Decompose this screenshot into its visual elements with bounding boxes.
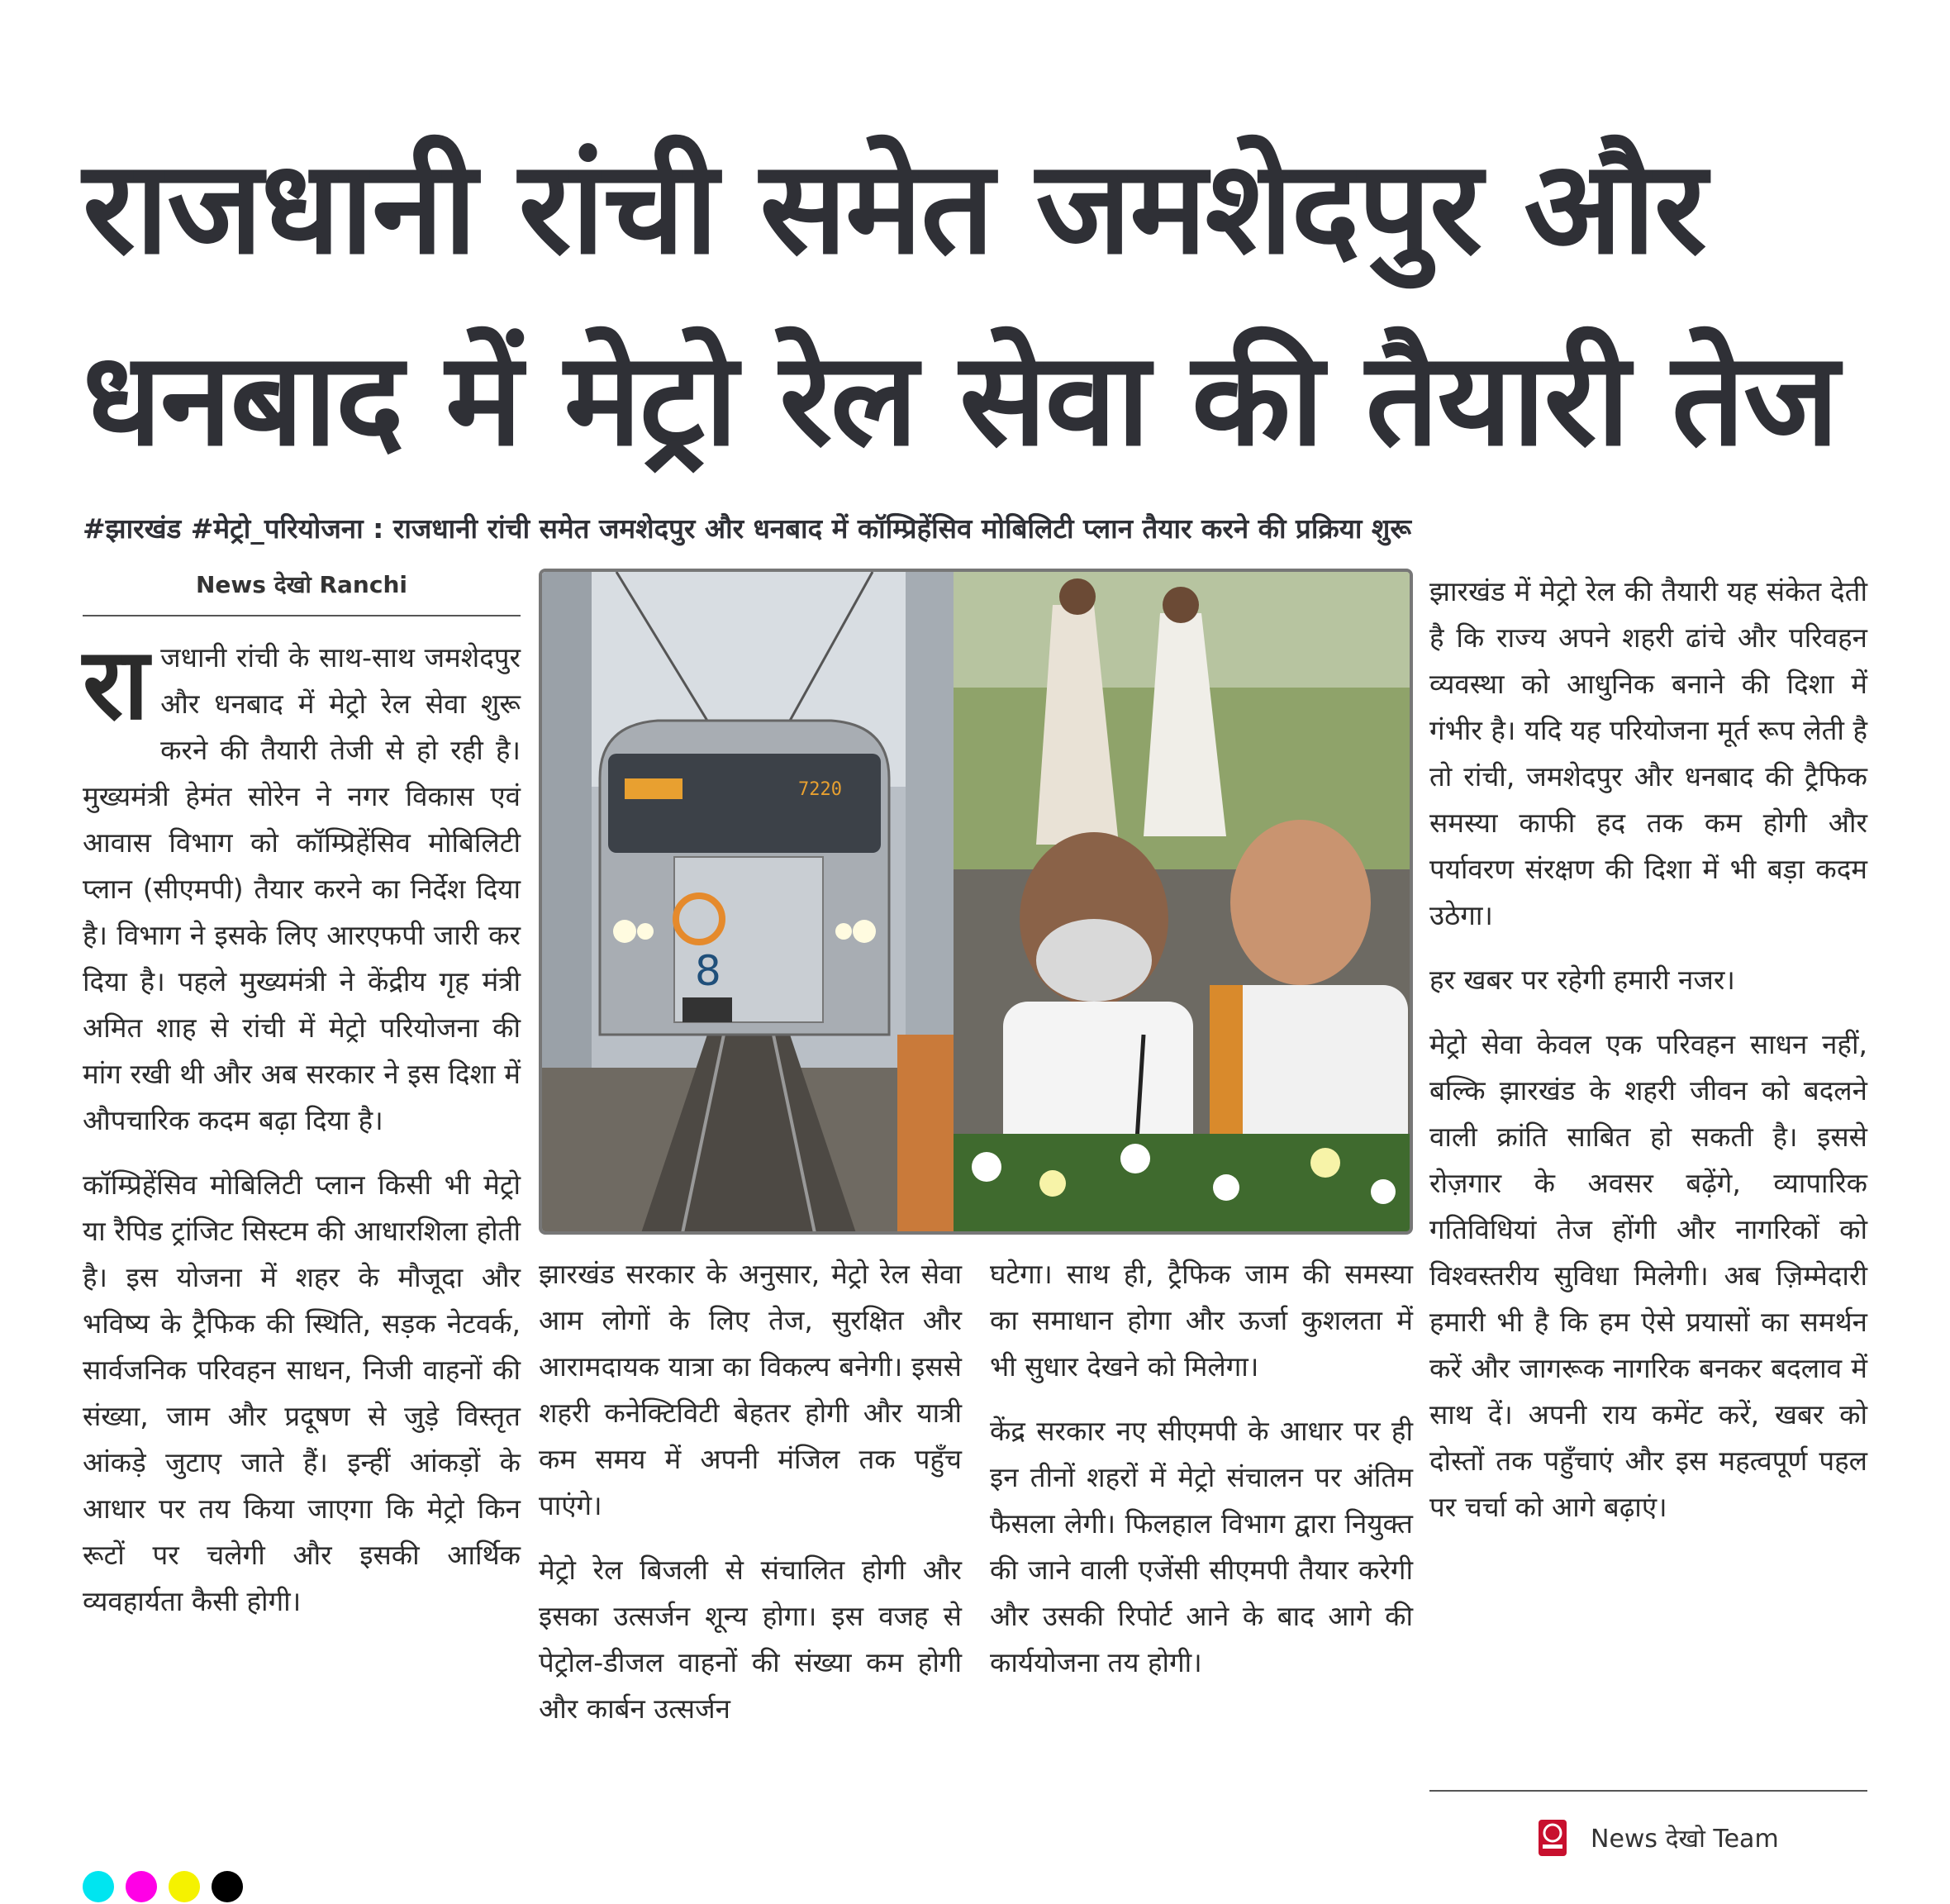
metro-train-photo xyxy=(542,572,954,1233)
headline-line-1: राजधानी रांची समेत जमशेदपुर और xyxy=(83,132,1705,283)
paragraph: हर खबर पर रहेगी हमारी नजर। xyxy=(1429,964,1735,996)
paragraph-text: जधानी रांची के साथ-साथ जमशेदपुर और धनबाद में मेट्रो रेल सेवा शुरू करने की तैयारी तेजी से हो रही है। मुख्यमंत्री हेमंत सोरेन ने नगर विकास एवं आवास विभाग को कॉम्प्रिहेंसिव मोबिलिटी प्लान (सीएमपी) तैयार करने का निर्देश दिया है। विभाग ने इसके लिए आरएफपी जारी कर दिया है। पहले मुख्यमंत्री ने केंद्रीय गृह मंत्री अमित शाह से रांची में मेट्रो परियोजना की मांग रखी थी और अब सरकार ने इस दिशा में औपचारिक कदम बढ़ा दिया है। xyxy=(83,641,521,1136)
byline: News देखो Ranchi xyxy=(196,571,407,598)
registration-mark-cyan xyxy=(83,1871,114,1902)
destination-display: 7220 xyxy=(798,779,842,800)
paragraph: कॉम्प्रिहेंसिव मोबिलिटी प्लान किसी भी मेट्रो या रैपिड ट्रांजिट सिस्टम की आधारशिला होती है। इस योजना में शहर के मौजूदा और भविष्य के ट्रैफिक की स्थिति, सड़क नेटवर्क, सार्वजनिक परिवहन साधन, निजी वाहनों की संख्या, जाम और प्रदूषण से जुड़े विस्तृत आंकड़े जुटाए जाते हैं। इन्हीं आंकड़ों के आधार पर तय किया जाएगा कि मेट्रो किन रूटों पर चलेगी और इसकी आर्थिक व्यवहार्यता कैसी होगी। xyxy=(83,1169,521,1617)
registration-mark-yellow xyxy=(169,1871,200,1902)
leaders-meeting-photo xyxy=(954,572,1413,1233)
registration-mark-magenta xyxy=(126,1871,157,1902)
paragraph: मेट्रो रेल बिजली से संचालित होगी और इसका उत्सर्जन शून्य होगा। इस वजह से पेट्रोल-डीजल वाहनों की संख्या कम होगी और कार्बन उत्सर्जन xyxy=(539,1554,962,1725)
article-column-3 xyxy=(990,1251,1413,1704)
article-photo xyxy=(539,569,1413,1235)
footer-credit: News देखो Team xyxy=(1591,1825,1779,1854)
paragraph: केंद्र सरकार नए सीएमपी के आधार पर ही इन तीनों शहरों में मेट्रो संचालन पर अंतिम फैसला लेगी। फिलहाल विभाग द्वारा नियुक्त की जाने वाली एजेंसी सीएमपी तैयार करेगी और उसकी रिपोर्ट आने के बाद आगे की कार्ययोजना तय होगी। xyxy=(990,1415,1413,1678)
article-column-1 xyxy=(83,627,521,1643)
paragraph: झारखंड सरकार के अनुसार, मेट्रो रेल सेवा आम लोगों के लिए तेज, सुरक्षित और आरामदायक यात्रा का विकल्प बनेगी। इससे शहरी कनेक्टिविटी बेहतर होगी और यात्री कम समय में अपनी मंजिल तक पहुँच पाएंगे। xyxy=(539,1258,962,1521)
article-column-2 xyxy=(539,1251,962,1750)
headline-line-2: धनबाद में मेट्रो रेल सेवा की तैयारी तेज xyxy=(83,324,1838,474)
paragraph: घटेगा। साथ ही, ट्रैफिक जाम की समस्या का समाधान होगा और ऊर्जा कुशलता में भी सुधार देखने को मिलेगा। xyxy=(990,1258,1413,1383)
paragraph xyxy=(83,627,521,1144)
paragraph: मेट्रो सेवा केवल एक परिवहन साधन नहीं, बल्कि झारखंड के शहरी जीवन को बदलने वाली क्रांति साबित हो सकती है। इससे रोज़गार के अवसर बढ़ेंगे, व्यापारिक गतिविधियां तेज होंगी और नागरिकों को विश्वस्तरीय सुविधा मिलेगी। अब ज़िम्मेदारी हमारी भी है कि हम ऐसे प्रयासों का समर्थन करें और जागरूक नागरिक बनकर बदलाव में साथ दें। अपनी राय कमेंट करें, खबर को दोस्तों तक पहुँचाएं और इस महत्वपूर्ण पहल पर चर्चा को आगे बढ़ाएं। xyxy=(1429,1028,1867,1523)
article-column-4 xyxy=(1429,569,1867,1549)
byline-divider xyxy=(83,615,521,616)
news-dekho-logo-icon xyxy=(1539,1820,1567,1856)
subheadline: #झारखंड #मेट्रो_परियोजना : राजधानी रांची समेत जमशेदपुर और धनबाद में कॉम्प्रिहेंसिव मोबिलिटी प्लान तैयार करने की प्रक्रिया शुरू xyxy=(83,512,1411,545)
article-end-divider xyxy=(1429,1790,1867,1792)
paragraph: झारखंड में मेट्रो रेल की तैयारी यह संकेत देती है कि राज्य अपने शहरी ढांचे और परिवहन व्यवस्था को आधुनिक बनाने की दिशा में गंभीर है। यदि यह परियोजना मूर्त रूप लेती है तो रांची, जमशेदपुर और धनबाद की ट्रैफिक समस्या काफी हद तक कम होगी और पर्यावरण संरक्षण की दिशा में भी बड़ा कदम उठेगा। xyxy=(1429,575,1867,931)
train-line-number: 8 xyxy=(695,947,721,995)
registration-mark-black xyxy=(212,1871,243,1902)
headline xyxy=(83,112,1884,495)
drop-cap: रा xyxy=(83,627,150,742)
